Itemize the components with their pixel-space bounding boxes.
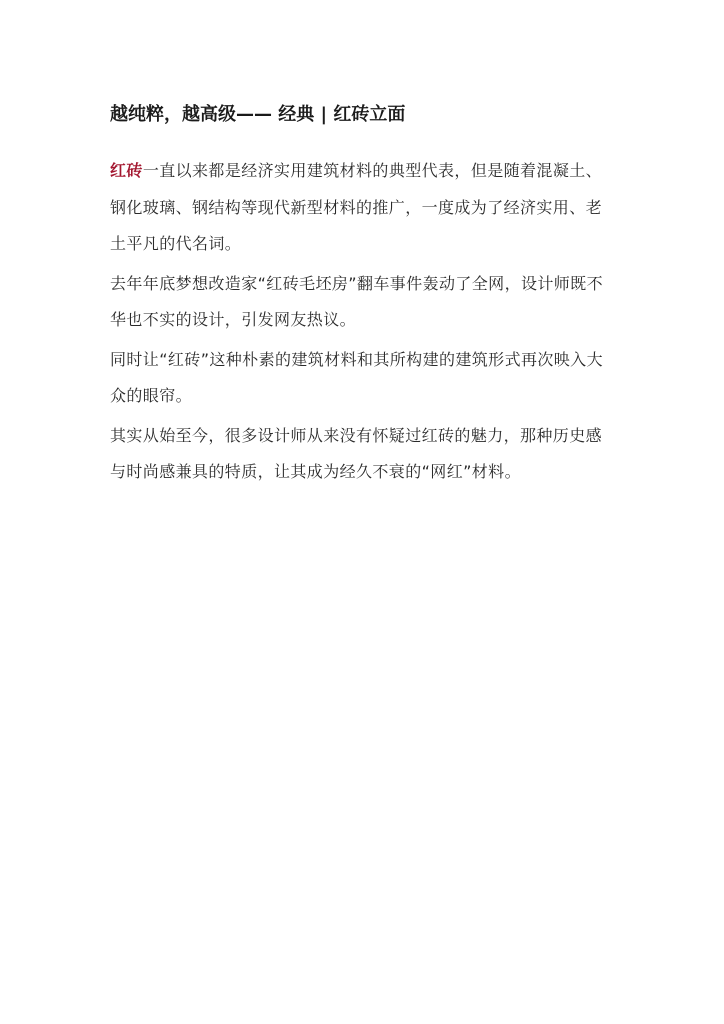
highlight-term: 红砖 <box>110 161 143 180</box>
paragraph-event <box>110 266 616 339</box>
paragraph-text: 其实从始至今，很多设计师从来没有怀疑过红砖的魅力，那种历史感与时尚感兼具的特质，让其成为经久不衰的“网红”材料。 <box>110 425 603 481</box>
paragraph-attention <box>110 342 616 415</box>
paragraph-text: 一直以来都是经济实用建筑材料的典型代表，但是随着混凝土、钢化玻璃、钢结构等现代新型材料的推广，一度成为了经济实用、老土平凡的代名词。 <box>110 161 603 253</box>
paragraph-text: 同时让“红砖”这种朴素的建筑材料和其所构建的建筑形式再次映入大众的眼帘。 <box>110 349 603 405</box>
paragraph-text: 去年年底梦想改造家“红砖毛坯房”翻车事件轰动了全网，设计师既不华也不实的设计，引发网友热议。 <box>110 273 603 329</box>
article <box>110 100 616 494</box>
article-title: 越纯粹，越高级—— 经典 | 红砖立面 <box>110 104 406 125</box>
paragraph-charm <box>110 418 616 491</box>
paragraph-intro <box>110 153 616 263</box>
